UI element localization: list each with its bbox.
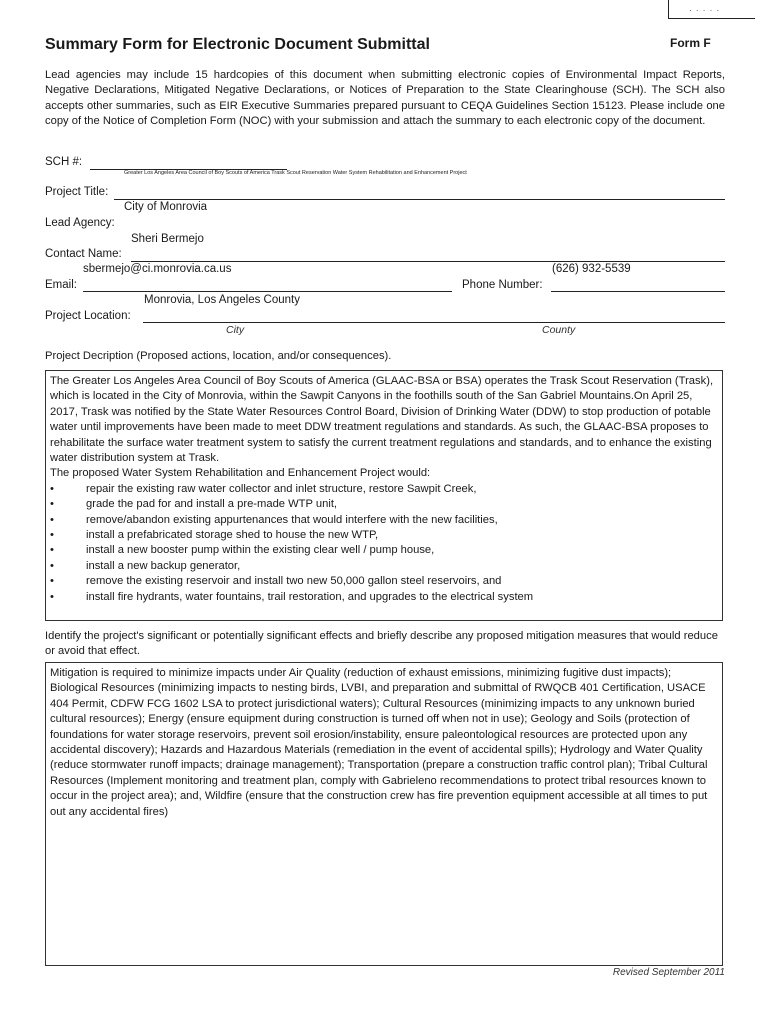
description-bullet-item	[50, 482, 718, 497]
email-label: Email:	[45, 279, 77, 291]
lead-agency-field[interactable]: City of Monrovia	[124, 201, 208, 213]
contact-name-line	[131, 261, 725, 262]
bullet-text: remove the existing reservoir and install two new 50,000 gallon steel reservoirs, and	[86, 575, 502, 588]
project-title-line	[114, 199, 725, 200]
description-question: Project Decription (Proposed actions, location, and/or consequences).	[45, 350, 392, 362]
effects-text: Mitigation is required to minimize impacts under Air Quality (reduction of exhaust emissions, minimizing fugitive dust impacts); Biological Resources (minimizing impacts to nesting birds, LVBI, and preparation and submittal of RWQCB 401 Certification, USACE 404 Permit, CDFW FCG 1602 LSA to protect jurisdictional waters); Cultural Resources (minimizing impacts to any unknown buried cultural resources); Energy (ensure equipment during construction is turned off when not in use); Geology and Soils (protection of foundations for water storage reservoirs, prevent soil erosion/instability, ensure paleontological resources are protected upon any accidental discovery); Hazards and Hazardous Materials (remediation in the event of accidental spills); Hydrology and Water Quality (reduce stormwater runoff impacts; drainage management); Transportation (prepare a construction traffic control plan); Tribal Cultural Resources (Implement monitoring and treatment plan, comply with Gabrieleno recommendations to protect tribal resources known to occur in the project area); and, Wildfire (ensure that the construction crew has fire prevention equipment accessible at all times to put out any accidental fires)	[50, 667, 708, 818]
description-textarea[interactable]	[45, 370, 723, 621]
bullet-marker: •	[50, 513, 54, 526]
bullet-text: install a new booster pump within the existing clear well / pump house,	[86, 544, 435, 557]
intro-paragraph: Lead agencies may include 15 hardcopies of this document when submitting electronic copies of Environmental Impact Reports, Negative Declarations, Mitigated Negative Declarations, or Notices of Preparation to the State Clearinghouse (SCH). The SCH also accepts other summaries, such as EIR Executive Summaries prepared pursuant to CEQA Guidelines Section 15123. Please include one copy of the Notice of Completion Form (NOC) with your submission and attach the summary to each electronic copy of the document.	[45, 69, 725, 127]
contact-name-label: Contact Name:	[45, 248, 122, 260]
email-field[interactable]: sbermejo@ci.monrovia.ca.us	[83, 263, 232, 275]
sch-label: SCH #:	[45, 156, 83, 168]
bullet-text: install a new backup generator,	[86, 559, 241, 572]
description-bullet-item	[50, 528, 718, 543]
revised-date: Revised September 2011	[612, 967, 725, 978]
description-bullet-item	[50, 559, 718, 574]
corner-mark	[668, 0, 755, 19]
page-title: Summary Form for Electronic Document Submittal	[45, 36, 430, 53]
corner-mark-text: · · · · ·	[689, 6, 721, 15]
form-label: Form F	[670, 36, 711, 50]
bullet-marker: •	[50, 590, 54, 603]
description-paragraph: The Greater Los Angeles Area Council of Boy Scouts of America (GLAAC-BSA or BSA) operates the Trask Scout Reservation (Trask), which is located in the City of Monrovia, within the Sawpit Canyons in the foothills south of the San Gabriel Mountains.On April 25, 2017, Trask was notified by the State Water Resources Control Board, Division of Drinking Water (DDW) to stop production of potable water until improvements have been made to meet DDW treatment regulations and standards. As such, the GLAAC-BSA proposes to rehabilitate the surface water treatment system to satisfy the current treatment regulations and standards, and to enhance the existing water distribution system at Trask.	[50, 375, 714, 465]
description-list-intro: The proposed Water System Rehabilitation and Enhancement Project would:	[50, 467, 431, 480]
bullet-text: install fire hydrants, water fountains, trail restoration, and upgrades to the electrical system	[86, 590, 534, 603]
description-bullet-item	[50, 497, 718, 512]
bullet-marker: •	[50, 559, 54, 572]
phone-field[interactable]: (626) 932-5539	[552, 263, 631, 275]
lead-agency-label: Lead Agency:	[45, 217, 115, 229]
bullet-text: install a prefabricated storage shed to house the new WTP,	[86, 529, 379, 542]
effects-textarea[interactable]	[45, 662, 723, 966]
project-location-line	[143, 322, 725, 323]
description-bullet-item	[50, 543, 718, 558]
description-bullet-list	[50, 482, 718, 605]
city-caption: City	[226, 324, 245, 336]
description-bullet-item	[50, 574, 718, 589]
phone-line	[551, 291, 725, 292]
bullet-text: grade the pad for and install a pre-made WTP unit,	[86, 498, 338, 511]
county-caption: County	[542, 324, 576, 336]
bullet-marker: •	[50, 529, 54, 542]
email-line	[83, 291, 452, 292]
effects-question: Identify the project's significant or potentially significant effects and briefly describe any proposed mitigation measures that would reduce or avoid that effect.	[45, 630, 718, 657]
project-location-field[interactable]: Monrovia, Los Angeles County	[144, 294, 300, 306]
project-title-label: Project Title:	[45, 186, 109, 198]
bullet-text: remove/abandon existing appurtenances that would interfere with the new facilities,	[86, 513, 498, 526]
project-location-label: Project Location:	[45, 310, 131, 322]
bullet-marker: •	[50, 575, 54, 588]
bullet-marker: •	[50, 482, 54, 495]
bullet-marker: •	[50, 498, 54, 511]
description-bullet-item	[50, 590, 718, 605]
bullet-text: repair the existing raw water collector and inlet structure, restore Sawpit Creek,	[86, 482, 477, 495]
bullet-marker: •	[50, 544, 54, 557]
contact-name-field[interactable]: Sheri Bermejo	[131, 233, 204, 245]
phone-label: Phone Number:	[462, 279, 543, 291]
description-bullet-item	[50, 513, 718, 528]
project-title-field[interactable]: Greater Los Angeles Area Council of Boy Scouts of America Trask Scout Reservation Water System Rehabilitation and Enhancement Project	[124, 170, 467, 176]
